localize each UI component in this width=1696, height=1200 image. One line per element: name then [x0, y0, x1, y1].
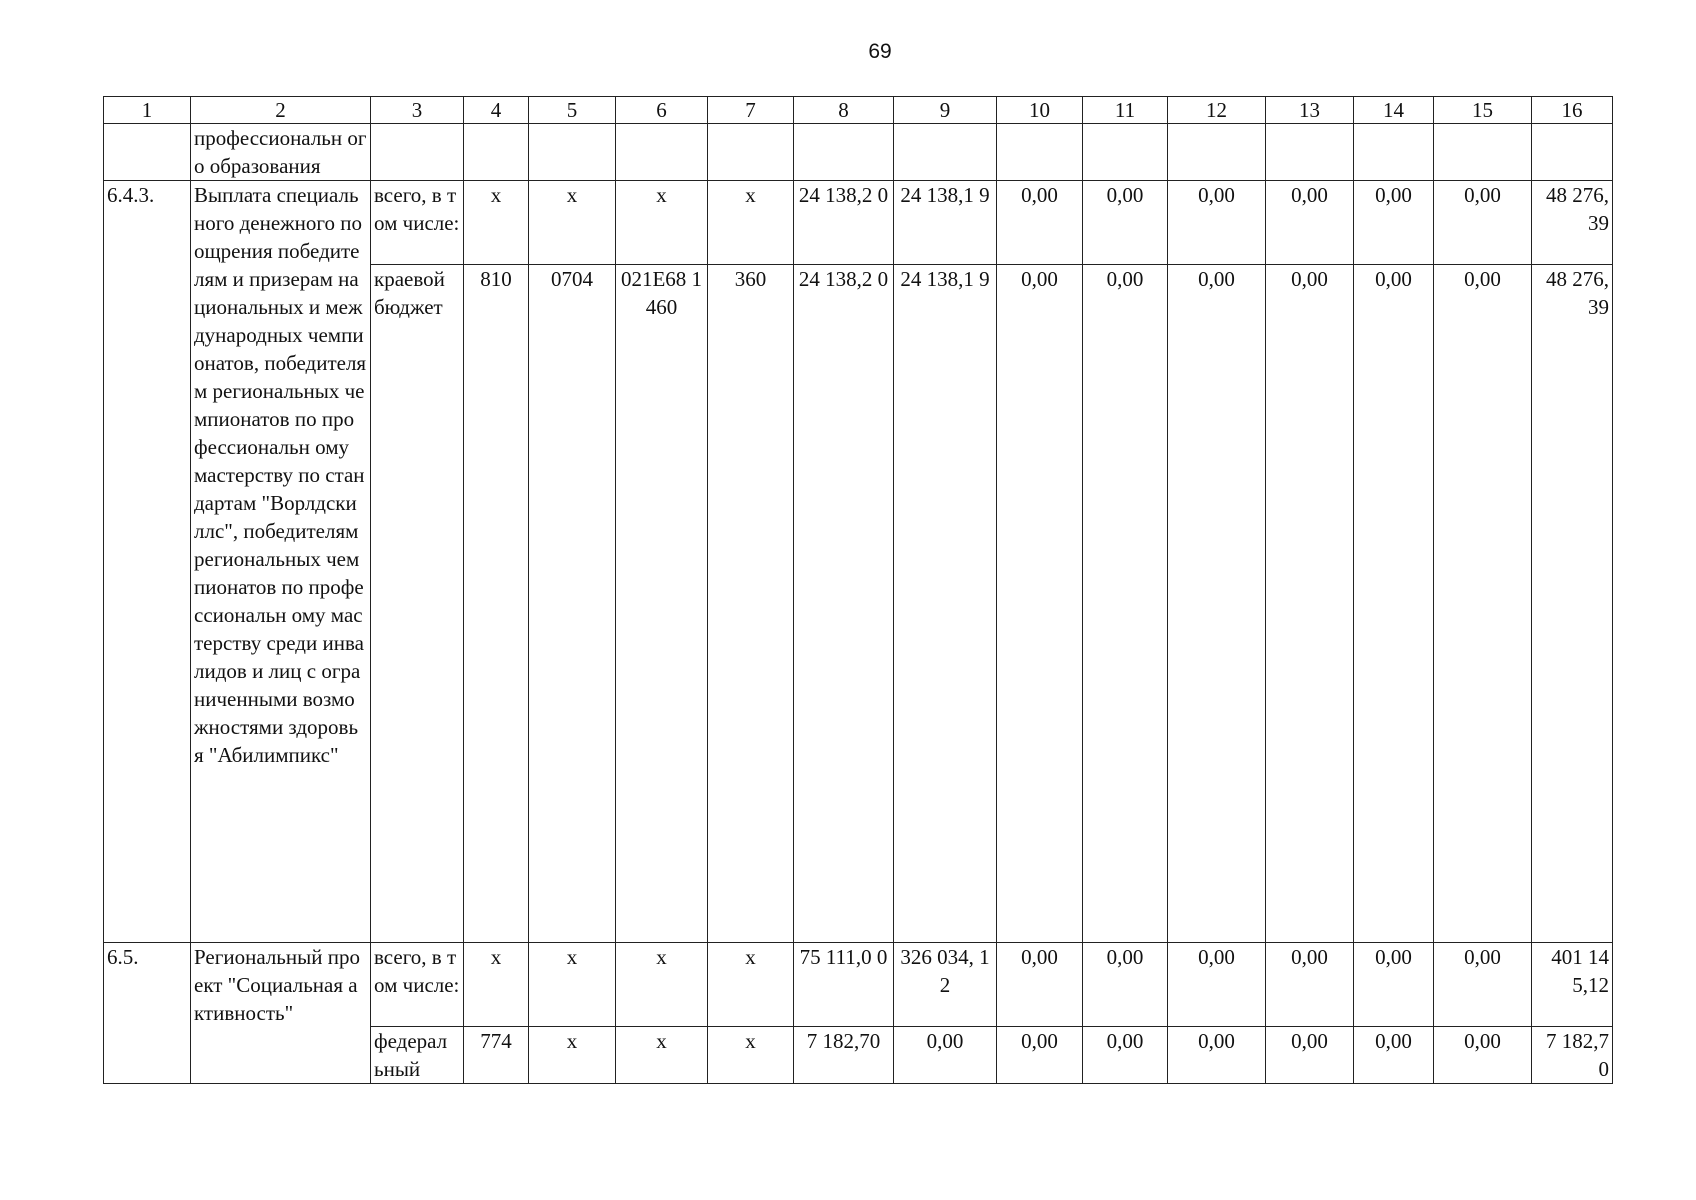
page-number: 69: [868, 40, 892, 63]
cell-value: 24 138,1 9: [894, 181, 997, 265]
cell-value: х: [616, 181, 708, 265]
cell-value: 774: [464, 1027, 529, 1084]
item-name: профессиональн ого образования: [191, 124, 371, 181]
cell-value: х: [464, 181, 529, 265]
cell-value: 0,00: [997, 1027, 1083, 1084]
cell-value: 7 182,70: [794, 1027, 894, 1084]
cell-value: 0,00: [1083, 181, 1168, 265]
column-number: 9: [894, 97, 997, 124]
column-number: 2: [191, 97, 371, 124]
cell-value: 0,00: [1083, 265, 1168, 943]
cell-value: х: [464, 943, 529, 1027]
cell-value: х: [616, 943, 708, 1027]
column-number: 3: [371, 97, 464, 124]
cell-value: 0,00: [1168, 181, 1266, 265]
table-row: [104, 124, 1613, 181]
column-number: 11: [1083, 97, 1168, 124]
cell-value: 0,00: [1434, 943, 1532, 1027]
cell-value: 48 276, 39: [1532, 265, 1613, 943]
cell-value: 0,00: [1434, 181, 1532, 265]
cell-value: х: [708, 1027, 794, 1084]
column-number: 1: [104, 97, 191, 124]
column-number: 8: [794, 97, 894, 124]
column-number: 12: [1168, 97, 1266, 124]
cell-value: 0,00: [1083, 943, 1168, 1027]
cell-value: 810: [464, 265, 529, 943]
column-number: 7: [708, 97, 794, 124]
cell-value: х: [708, 181, 794, 265]
column-number: 15: [1434, 97, 1532, 124]
column-number-row: [104, 97, 1613, 124]
cell-value: 0,00: [1266, 181, 1354, 265]
table-row: [104, 943, 1613, 1027]
cell-value: х: [529, 943, 616, 1027]
cell-value: 0704: [529, 265, 616, 943]
column-number: 13: [1266, 97, 1354, 124]
cell-value: 75 111,0 0: [794, 943, 894, 1027]
cell-value: 0,00: [1354, 181, 1434, 265]
cell-value: 0,00: [1266, 265, 1354, 943]
cell-value: 0,00: [1354, 265, 1434, 943]
cell-value: 0,00: [1434, 265, 1532, 943]
column-number: 10: [997, 97, 1083, 124]
cell-value: 48 276, 39: [1532, 181, 1613, 265]
cell-value: 0,00: [1168, 265, 1266, 943]
cell-value: 401 14 5,12: [1532, 943, 1613, 1027]
column-number: 16: [1532, 97, 1613, 124]
table-row: [104, 181, 1613, 265]
cell-value: х: [708, 943, 794, 1027]
item-name: Региональный проект "Социальная активность": [191, 943, 371, 1084]
column-number: 6: [616, 97, 708, 124]
cell-value: 326 034, 12: [894, 943, 997, 1027]
cell-value: 360: [708, 265, 794, 943]
funding-source: краевой бюджет: [371, 265, 464, 943]
cell-value: 0,00: [997, 943, 1083, 1027]
cell-value: 24 138,1 9: [894, 265, 997, 943]
cell-value: 0,00: [894, 1027, 997, 1084]
funding-source: всего, в том числе:: [371, 181, 464, 265]
cell-value: 0,00: [1266, 1027, 1354, 1084]
cell-value: 7 182,7 0: [1532, 1027, 1613, 1084]
cell-value: 0,00: [1083, 1027, 1168, 1084]
funding-source: всего, в том числе:: [371, 943, 464, 1027]
cell-value: х: [529, 181, 616, 265]
cell-value: 0,00: [1266, 943, 1354, 1027]
cell-value: 24 138,2 0: [794, 181, 894, 265]
cell-value: 24 138,2 0: [794, 265, 894, 943]
cell-value: 0,00: [997, 181, 1083, 265]
cell-value: 0,00: [997, 265, 1083, 943]
cell-value: х: [529, 1027, 616, 1084]
cell-value: х: [616, 1027, 708, 1084]
column-number: 4: [464, 97, 529, 124]
funding-source: федерал ьный: [371, 1027, 464, 1084]
item-number: 6.5.: [104, 943, 191, 1084]
item-name: Выплата специального денежного поощрения победителям и призерам национальных и международных чемпионатов, победителям региональных чемпионатов по профессиональн ому мастерству по стандартам "Ворлдскиллс", победителям региональных чемпионатов по профессиональн ому мастерству среди инвалидов и лиц с ограниченными возможностями здоровья "Абилимпикс": [191, 181, 371, 943]
cell-value: 0,00: [1354, 943, 1434, 1027]
column-number: 14: [1354, 97, 1434, 124]
cell-value: 0,00: [1168, 943, 1266, 1027]
cell-value: 0,00: [1168, 1027, 1266, 1084]
column-number: 5: [529, 97, 616, 124]
cell-value: 021Е68 1460: [616, 265, 708, 943]
cell-value: 0,00: [1354, 1027, 1434, 1084]
budget-table: [103, 96, 1613, 1084]
cell-value: 0,00: [1434, 1027, 1532, 1084]
item-number: 6.4.3.: [104, 181, 191, 943]
